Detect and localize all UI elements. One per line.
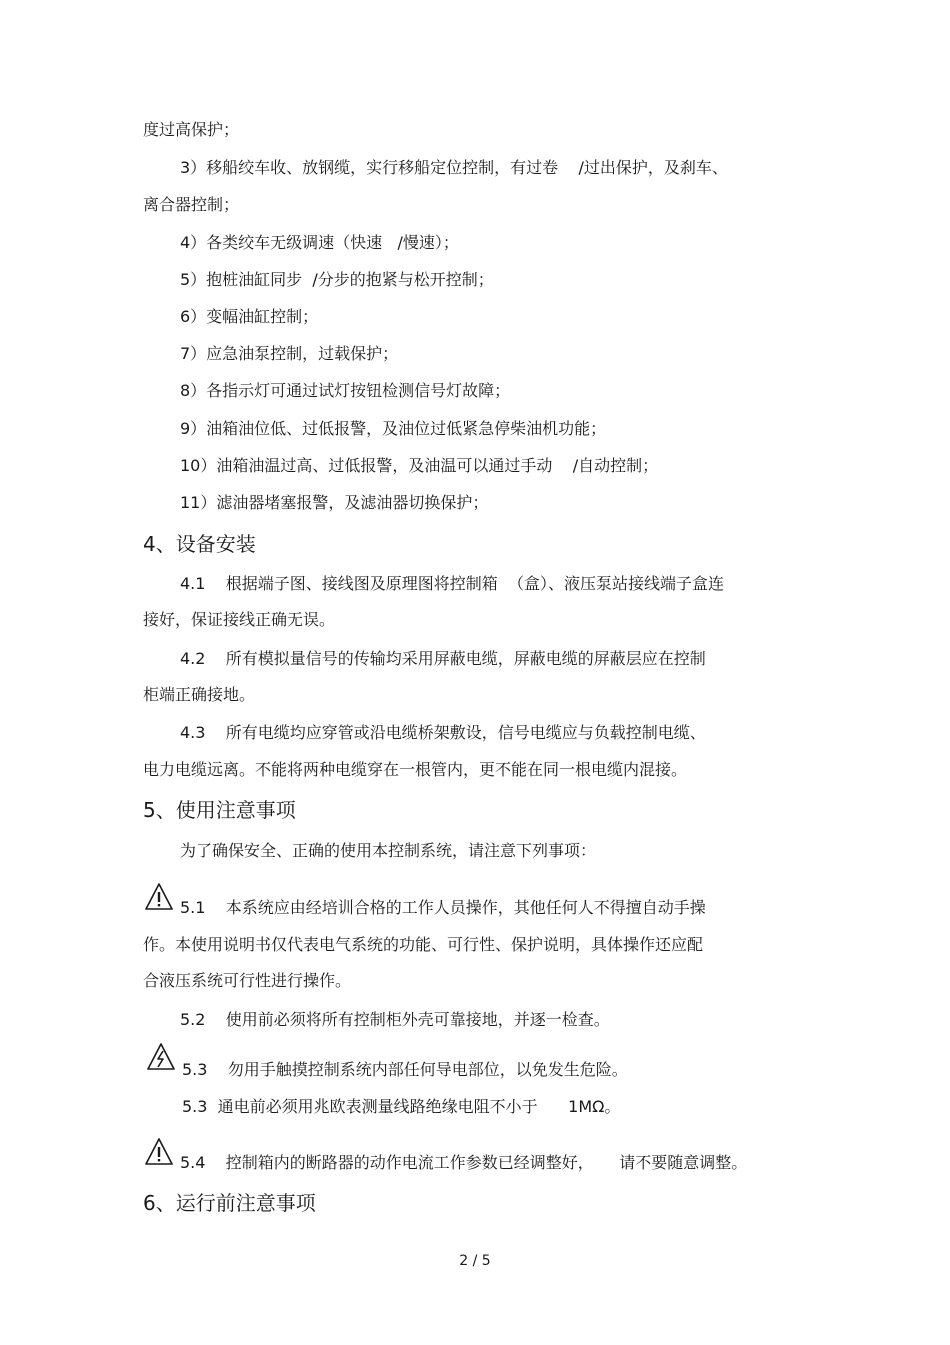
- list-item: 9）油箱油位低、过低报警，及油位过低紧急停柴油机功能；: [180, 419, 607, 438]
- text-line: 度过高保护；: [143, 120, 240, 139]
- section-heading-6: 6、运行前注意事项: [143, 1191, 316, 1215]
- section-heading-5: 5、使用注意事项: [143, 798, 296, 822]
- paragraph-line: 柜端正确接地。: [143, 685, 256, 704]
- list-item: 10）油箱油温过高、过低报警，及油温可以通过手动 /自动控制；: [180, 456, 659, 475]
- section-intro: 为了确保安全、正确的使用本控制系统，请注意下列事项：: [180, 841, 597, 860]
- list-item: 8）各指示灯可通过试灯按钮检测信号灯故障；: [180, 381, 511, 400]
- paragraph-line: 5.3 通电前必须用兆欧表测量线路绝缘电阻不小于 1MΩ。: [182, 1097, 621, 1116]
- list-item: 5）抱桩油缸同步 /分步的抱紧与松开控制；: [180, 270, 494, 289]
- paragraph-line: 4.3 所有电缆均应穿管或沿电缆桥架敷设，信号电缆应与负载控制电缆、: [180, 723, 706, 742]
- warning-triangle-icon: [144, 1137, 174, 1167]
- paragraph-line: 5.4 控制箱内的断路器的动作电流工作参数已经调整好， 请不要随意调整。: [180, 1153, 748, 1172]
- paragraph-line: 5.3 勿用手触摸控制系统内部任何导电部位，以免发生危险。: [182, 1060, 628, 1079]
- list-item: 11）滤油器堵塞报警，及滤油器切换保护；: [180, 493, 489, 512]
- paragraph-line: 合液压系统可行性进行操作。: [143, 971, 352, 990]
- paragraph-line: 4.1 根据端子图、接线图及原理图将控制箱 （盒）、液压泵站接线端子盒连: [180, 574, 724, 593]
- page-number: 2 / 5: [459, 1253, 491, 1269]
- text-line: 离合器控制；: [143, 195, 240, 214]
- paragraph-line: 作。本使用说明书仅代表电气系统的功能、可行性、保护说明，具体操作还应配: [143, 935, 704, 954]
- warning-triangle-icon: [144, 882, 174, 912]
- section-heading-4: 4、设备安装: [143, 532, 256, 556]
- paragraph-line: 接好，保证接线正确无误。: [143, 610, 336, 629]
- paragraph-line: 5.2 使用前必须将所有控制柜外壳可靠接地，并逐一检查。: [180, 1010, 610, 1029]
- electric-shock-icon: [146, 1042, 176, 1072]
- list-item: 7）应急油泵控制，过载保护；: [180, 344, 399, 363]
- list-item: 6）变幅油缸控制；: [180, 307, 319, 326]
- list-item: 3）移船绞车收、放钢缆，实行移船定位控制，有过卷 /过出保护，及刹车、: [180, 158, 728, 177]
- list-item: 4）各类绞车无级调速（快速 /慢速）；: [180, 233, 459, 252]
- paragraph-line: 电力电缆远离。不能将两种电缆穿在一根管内，更不能在同一根电缆内混接。: [143, 760, 688, 779]
- paragraph-line: 5.1 本系统应由经培训合格的工作人员操作，其他任何人不得擅自动手操: [180, 898, 706, 917]
- paragraph-line: 4.2 所有模拟量信号的传输均采用屏蔽电缆，屏蔽电缆的屏蔽层应在控制: [180, 649, 706, 668]
